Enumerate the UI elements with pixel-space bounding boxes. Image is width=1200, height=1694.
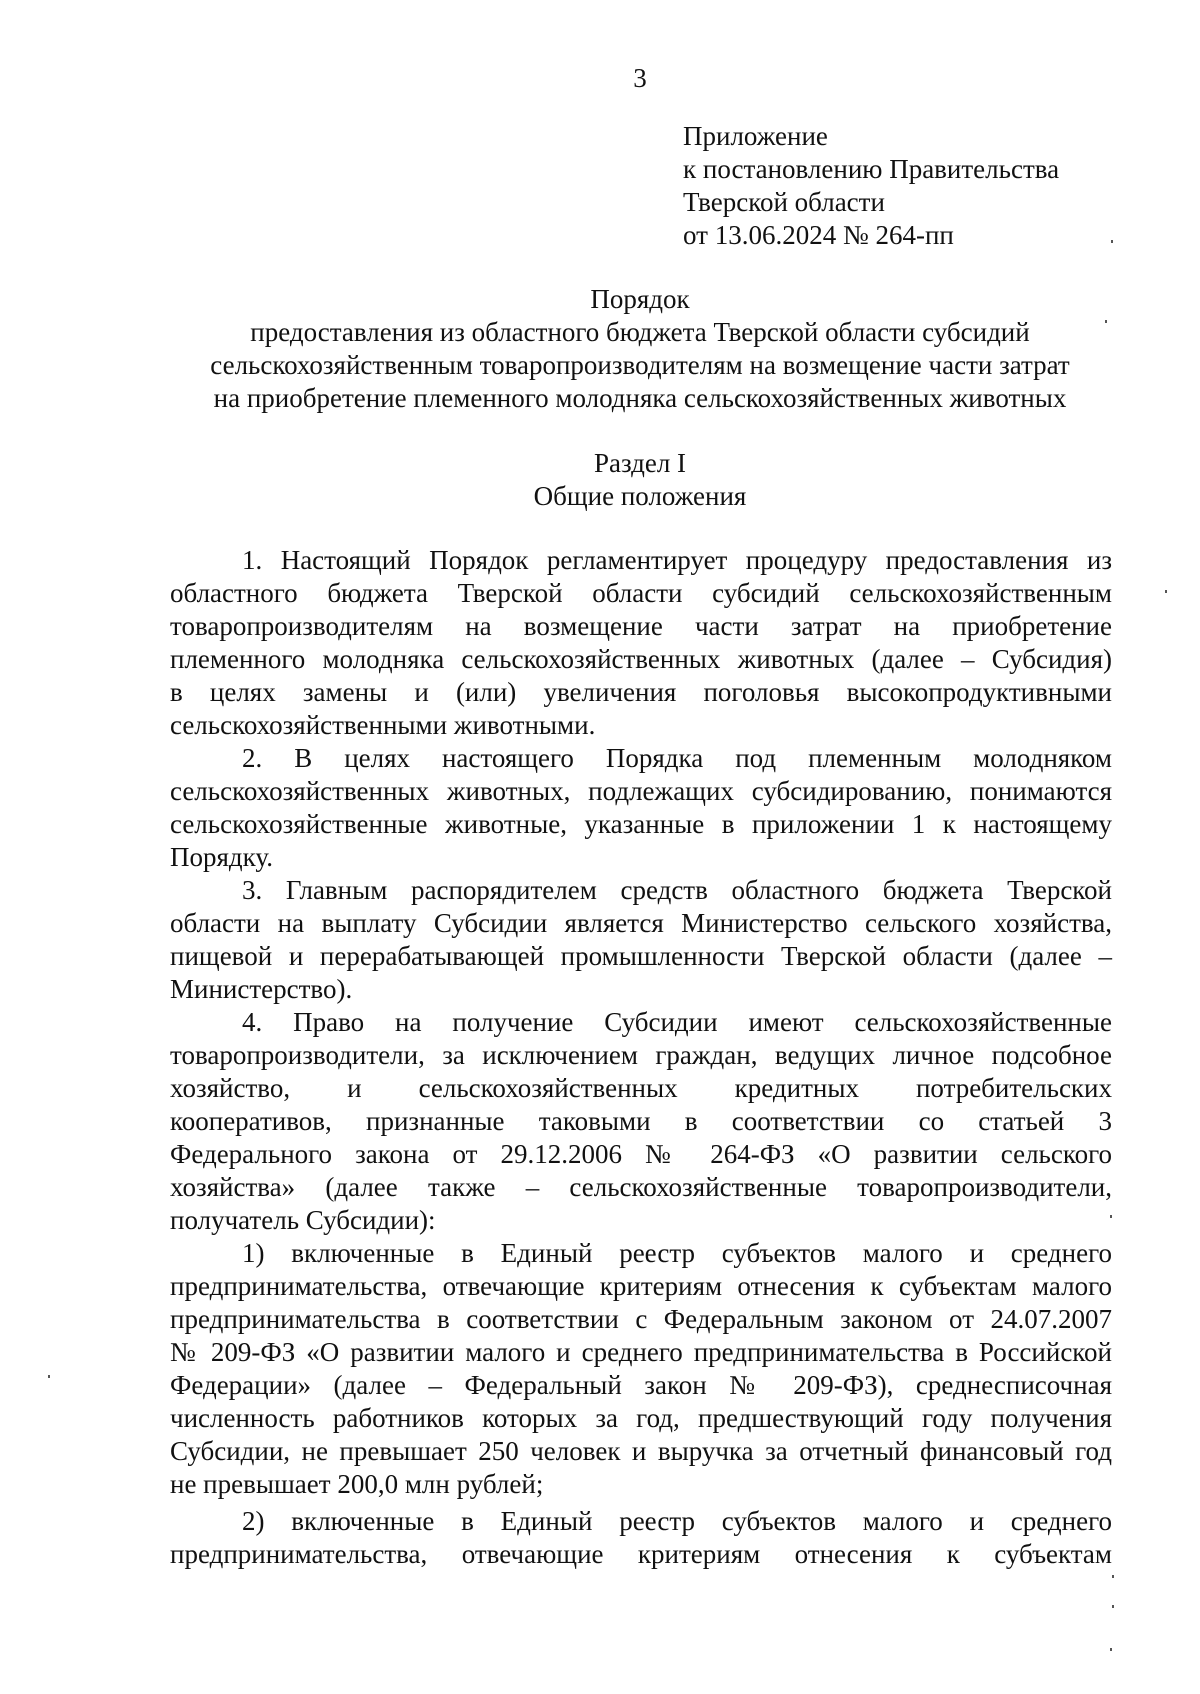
paragraph-line: пищевой и перерабатывающей промышленности Тверской области (далее – [170,941,1112,971]
document-title [170,283,1110,415]
scan-speck [48,1375,50,1378]
paragraph-line: Министерство). [170,974,353,1004]
appendix-line: от 13.06.2024 № 264-пп [683,220,954,250]
paragraph-line: предпринимательства, отвечающие критериям отнесения к субъектам малого [170,1271,1112,1301]
paragraph-line: Субсидии, не превышает 250 человек и выручка за отчетный финансовый год [170,1436,1112,1466]
paragraph-line: 1) включенные в Единый реестр субъектов малого и среднего [242,1238,1112,1268]
title-line: на приобретение племенного молодняка сельскохозяйственных животных [213,383,1067,413]
paragraph-line: 4. Право на получение Субсидии имеют сельскохозяйственные [242,1007,1112,1037]
paragraph-line: сельскохозяйственными животными. [170,710,596,740]
paragraph-line: 2. В целях настоящего Порядка под племенным молодняком [242,743,1112,773]
paragraph-line: 3. Главным распорядителем средств областного бюджета Тверской [242,875,1112,905]
paragraph-line: сельскохозяйственные животные, указанные в приложении 1 к настоящему [170,809,1112,839]
scan-speck [1112,1575,1114,1578]
appendix-line: к постановлению Правительства [683,154,1060,184]
scan-speck [1105,320,1107,323]
body-text [170,544,1112,1571]
paragraph-line: племенного молодняка сельскохозяйственных животных (далее – Субсидия) [170,644,1112,674]
paragraph-line: Порядку. [170,842,273,872]
scan-speck [1165,590,1167,593]
section-heading [170,447,1110,513]
paragraph-line: численность работников которых за год, предшествующий году получения [170,1403,1112,1433]
scan-speck [1112,1605,1114,1608]
paragraph-line: предпринимательства, отвечающие критериям отнесения к субъектам [170,1539,1112,1569]
paragraph-line: областного бюджета Тверской области субсидий сельскохозяйственным [170,578,1112,608]
paragraph-line: не превышает 200,0 млн рублей; [170,1469,544,1499]
paragraph-line: в целях замены и (или) увеличения поголовья высокопродуктивными [170,677,1112,707]
paragraph-line: сельскохозяйственных животных, подлежащих субсидированию, понимаются [170,776,1112,806]
paragraph-line: области на выплату Субсидии является Министерство сельского хозяйства, [170,908,1112,938]
page-number: 3 [633,63,647,93]
paragraph-line: Федерации» (далее – Федеральный закон № 209-ФЗ), среднесписочная [170,1370,1112,1400]
appendix-line: Приложение [683,121,828,151]
title-line: предоставления из областного бюджета Тверской области субсидий [250,317,1030,347]
paragraph-line: получатель Субсидии): [170,1205,436,1235]
scan-speck [1110,1215,1112,1218]
paragraph-line: товаропроизводителям на возмещение части затрат на приобретение [170,611,1112,641]
title-heading: Порядок [590,284,690,314]
scan-speck [1111,240,1113,243]
scan-speck [1110,1648,1112,1651]
appendix-line: Тверской области [683,187,885,217]
paragraph-line: № 209-ФЗ «О развитии малого и среднего предпринимательства в Российской [170,1337,1112,1367]
title-line: сельскохозяйственным товаропроизводителям на возмещение части затрат [210,350,1070,380]
paragraph-line: Федерального закона от 29.12.2006 № 264-ФЗ «О развитии сельского [170,1139,1112,1169]
paragraph-line: кооперативов, признанные таковыми в соответствии со статьей 3 [170,1106,1112,1136]
paragraph-line: предпринимательства в соответствии с Федеральным законом от 24.07.2007 [170,1304,1112,1334]
section-name: Общие положения [533,481,747,511]
paragraph-line: 2) включенные в Единый реестр субъектов малого и среднего [242,1506,1112,1536]
paragraph-line: хозяйство, и сельскохозяйственных кредитных потребительских [170,1073,1112,1103]
paragraph-line: хозяйства» (далее также – сельскохозяйственные товаропроизводители, [170,1172,1112,1202]
paragraph-line: товаропроизводители, за исключением граждан, ведущих личное подсобное [170,1040,1112,1070]
appendix-block [683,120,1059,252]
section-number: Раздел I [593,448,687,478]
paragraph-line: 1. Настоящий Порядок регламентирует процедуру предоставления из [242,545,1112,575]
